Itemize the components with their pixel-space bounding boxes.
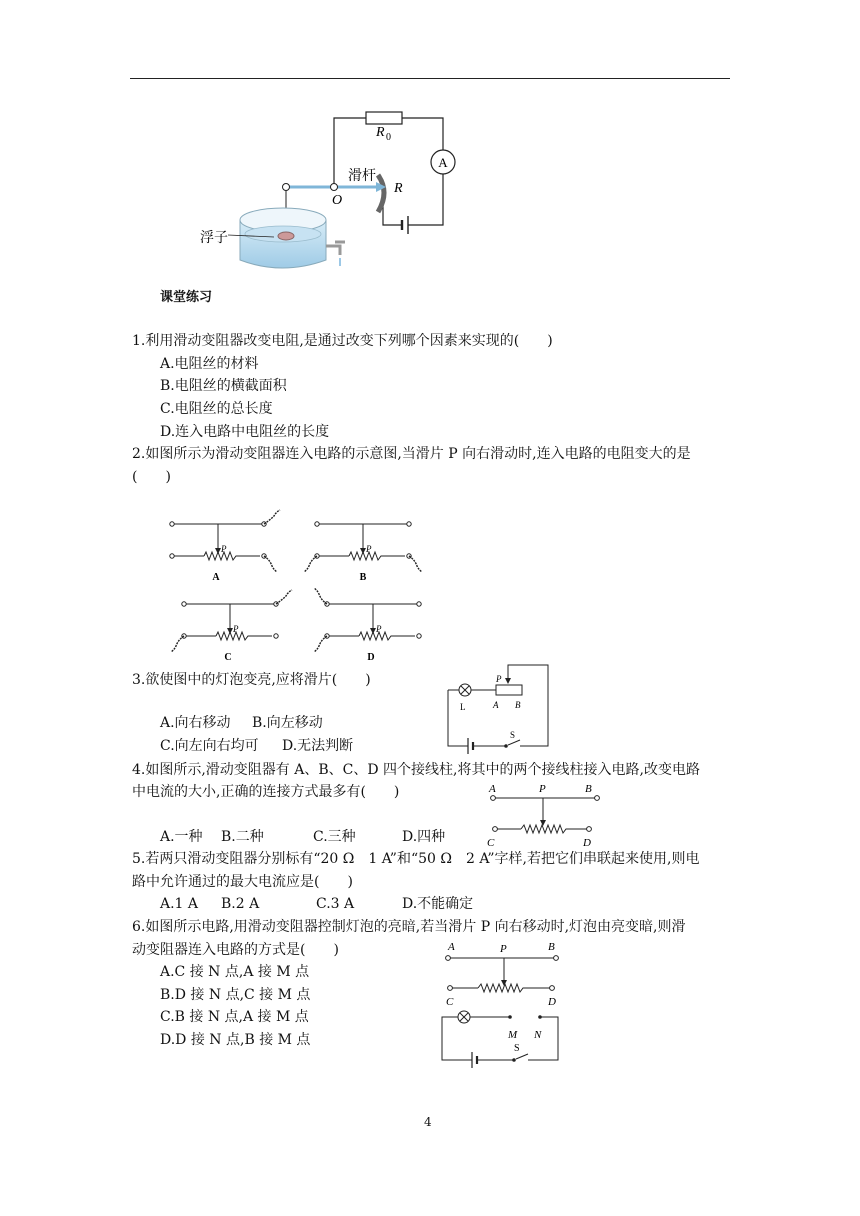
q2-rheostat-figures xyxy=(160,512,440,662)
svg-text:A: A xyxy=(493,700,499,710)
svg-text:P: P xyxy=(221,544,227,554)
svg-text:M: M xyxy=(508,1029,518,1041)
svg-text:D: D xyxy=(583,837,591,849)
svg-text:L: L xyxy=(460,702,466,712)
q2-label-d: D xyxy=(367,652,375,663)
q2-label-b: B xyxy=(359,572,367,583)
svg-text:D: D xyxy=(548,996,556,1008)
float-gauge-figure xyxy=(190,100,490,280)
q3-option-c: C.向左向右均可 xyxy=(160,738,259,754)
svg-text:P: P xyxy=(496,674,502,684)
svg-text:浮子: 浮子 xyxy=(200,231,228,246)
q2-label-c: C xyxy=(224,652,232,663)
svg-text:P: P xyxy=(500,943,507,955)
q2-stem: 2.如图所示为滑动变阻器连入电路的示意图,当滑片 P 向右滑动时,连入电路的电阻变大的是 xyxy=(132,446,691,462)
q2-label-a: A xyxy=(212,572,220,583)
q4-option-d: D.四种 xyxy=(402,829,446,845)
svg-text:N: N xyxy=(534,1029,542,1041)
page-number: 4 xyxy=(424,1115,432,1129)
q3-option-a: A.向右移动 xyxy=(160,715,231,731)
q4-stem: 4.如图所示,滑动变阻器有 A、B、C、D 四个接线柱,将其中的两个接线柱接入电路,改变电路 xyxy=(132,762,700,778)
q6-stem-cont: 动变阻器连入电路的方式是( ) xyxy=(132,942,339,958)
svg-text:滑杆: 滑杆 xyxy=(348,169,376,184)
q6-option-d: D.D 接 N 点,B 接 M 点 xyxy=(160,1032,311,1048)
rheostat-icon xyxy=(496,685,522,695)
q1-option-d: D.连入电路中电阻丝的长度 xyxy=(160,424,330,440)
svg-text:A: A xyxy=(448,941,455,953)
svg-text:C: C xyxy=(446,996,454,1008)
svg-text:P: P xyxy=(366,544,372,554)
svg-text:O: O xyxy=(332,193,343,208)
q1-option-c: C.电阻丝的总长度 xyxy=(160,401,273,417)
svg-text:A: A xyxy=(489,783,496,795)
svg-text:S: S xyxy=(514,1043,520,1054)
q6-option-c: C.B 接 N 点,A 接 M 点 xyxy=(160,1009,309,1025)
q4-stem-cont: 中电流的大小,正确的连接方式最多有( ) xyxy=(132,784,400,800)
faucet-icon xyxy=(326,242,345,255)
q5-option-c: C.3 A xyxy=(316,896,355,912)
q5-stem-cont: 路中允许通过的最大电流应是( ) xyxy=(132,874,353,890)
q1-stem: 1.利用滑动变阻器改变电阻,是通过改变下列哪个因素来实现的( ) xyxy=(132,333,553,349)
q3-circuit-figure xyxy=(440,660,555,755)
q4-option-b: B.二种 xyxy=(221,829,264,845)
q5-option-a: A.1 A xyxy=(160,896,199,912)
q6-stem: 6.如图所示电路,用滑动变阻器控制灯泡的亮暗,若当滑片 P 向右移动时,灯泡由亮变暗,则滑 xyxy=(132,919,686,935)
q6-option-b: B.D 接 N 点,C 接 M 点 xyxy=(160,987,311,1003)
q1-option-b: B.电阻丝的横截面积 xyxy=(160,378,287,394)
svg-text:B: B xyxy=(585,783,592,795)
q4-option-c: C.三种 xyxy=(313,829,356,845)
header-rule xyxy=(130,78,730,79)
svg-text:B: B xyxy=(515,700,521,710)
svg-text:R: R xyxy=(394,181,403,196)
svg-text:P: P xyxy=(233,624,239,634)
svg-text:R: R xyxy=(376,125,385,140)
q2-stem-cont: ( ) xyxy=(132,469,171,485)
q3-stem: 3.欲使图中的灯泡变亮,应将滑片( ) xyxy=(132,672,371,688)
q5-option-b: B.2 A xyxy=(221,896,260,912)
svg-text:B: B xyxy=(548,941,555,953)
resistor-arc-r xyxy=(378,175,384,212)
svg-text:A: A xyxy=(438,155,448,170)
float-icon xyxy=(278,232,294,240)
q6-option-a: A.C 接 N 点,A 接 M 点 xyxy=(160,964,310,980)
svg-text:P: P xyxy=(539,783,546,795)
svg-text:0: 0 xyxy=(386,132,391,143)
q5-option-d: D.不能确定 xyxy=(402,896,474,912)
q4-option-a: A.一种 xyxy=(160,829,203,845)
q1-option-a: A.电阻丝的材料 xyxy=(160,356,259,372)
svg-text:C: C xyxy=(487,837,495,849)
q3-option-b: B.向左移动 xyxy=(252,715,323,731)
q6-circuit-figure xyxy=(438,938,568,1066)
svg-text:P: P xyxy=(376,624,382,634)
section-title: 课堂练习 xyxy=(160,290,213,305)
svg-text:S: S xyxy=(510,730,516,740)
resistor-r0 xyxy=(366,112,402,124)
q4-rheostat-figure xyxy=(485,780,605,850)
q3-option-d: D.无法判断 xyxy=(282,738,354,754)
q5-stem: 5.若两只滑动变阻器分别标有“20 Ω 1 A”和“50 Ω 2 A”字样,若把它们串联起来使用,则电 xyxy=(132,851,700,867)
